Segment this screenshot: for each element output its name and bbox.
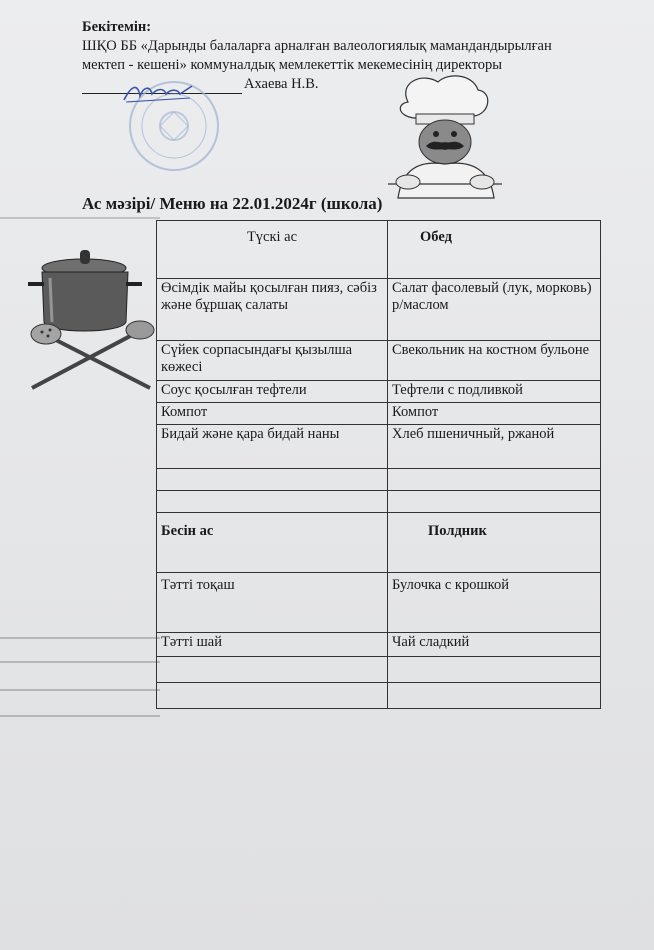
snack-header-row xyxy=(157,513,601,573)
cooking-pot-illustration xyxy=(22,238,162,408)
lunch-item-kz: Өсімдік майы қосылған пияз, сәбіз және бұршақ салаты xyxy=(157,279,388,341)
empty-row xyxy=(157,491,601,513)
table-row xyxy=(157,633,601,657)
menu-table xyxy=(156,220,601,709)
lunch-header-kz: Түскі ас xyxy=(157,221,388,279)
lunch-header-ru: Обед xyxy=(388,221,601,279)
lunch-item-ru: Хлеб пшеничный, ржаной xyxy=(388,425,601,469)
lunch-item-kz: Компот xyxy=(157,403,388,425)
lunch-item-ru: Салат фасолевый (лук, морковь) р/маслом xyxy=(388,279,601,341)
menu-title: Ас мәзірі/ Меню на 22.01.2024г (школа) xyxy=(82,194,383,213)
director-name: Ахаева Н.В. xyxy=(244,76,319,92)
table-row xyxy=(157,381,601,403)
lunch-header-row xyxy=(157,221,601,279)
empty-row xyxy=(157,657,601,683)
table-row xyxy=(157,403,601,425)
snack-header-kz: Бесін ас xyxy=(157,513,388,573)
approval-line-1: ШҚО ББ «Дарынды балаларға арналған валеологиялық мамандандырылған xyxy=(82,38,552,54)
snack-item-ru: Чай сладкий xyxy=(388,633,601,657)
chef-illustration xyxy=(378,72,508,200)
snack-item-kz: Тәтті шай xyxy=(157,633,388,657)
empty-row xyxy=(157,469,601,491)
lunch-item-ru: Компот xyxy=(388,403,601,425)
table-row xyxy=(157,341,601,381)
approval-title: Бекітемін: xyxy=(82,19,152,35)
approval-line-2: мектеп - кешені» коммуналдық мемлекеттік мекемесінің директоры xyxy=(82,57,503,73)
snack-item-ru: Булочка с крошкой xyxy=(388,573,601,633)
director-signature xyxy=(120,80,200,106)
lunch-item-ru: Свекольник на костном бульоне xyxy=(388,341,601,381)
snack-item-kz: Тәтті тоқаш xyxy=(157,573,388,633)
lunch-item-kz: Соус қосылған тефтели xyxy=(157,381,388,403)
table-row xyxy=(157,279,601,341)
lunch-item-kz: Бидай және қара бидай наны xyxy=(157,425,388,469)
snack-header-ru: Полдник xyxy=(388,513,601,573)
lunch-item-ru: Тефтели с подливкой xyxy=(388,381,601,403)
table-row xyxy=(157,425,601,469)
lunch-item-kz: Сүйек сорпасындағы қызылша көжесі xyxy=(157,341,388,381)
table-row xyxy=(157,573,601,633)
empty-row xyxy=(157,683,601,709)
